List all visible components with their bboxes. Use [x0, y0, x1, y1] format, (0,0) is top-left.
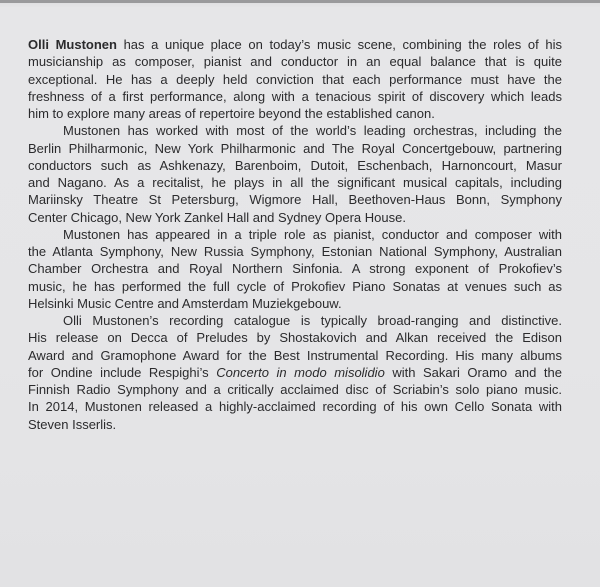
text-line: and Nagano. As a recitalist, he plays in all the significant musical capitals, including: [28, 175, 562, 190]
text-line: the Atlanta Symphony, New Russia Symphony, Estonian National Symphony, Australian: [28, 244, 562, 259]
text-line: Helsinki Music Centre and Amsterdam Muziekgebouw.: [28, 295, 342, 311]
text-line: Mariinsky Theatre St Petersburg, Wigmore Hall, Beethoven-Haus Bonn, Symphony: [28, 192, 562, 208]
text-line: His release on Decca of Preludes by Shostakovich and Alkan received the Edison: [28, 330, 562, 346]
text-line: musicianship as composer, pianist and conductor in an equal balance that is quite: [28, 54, 562, 70]
text-line: him to explore many areas of repertoire beyond the established canon.: [28, 106, 435, 121]
paragraph-1: [28, 36, 562, 122]
paragraph-4: [28, 312, 562, 433]
text-line: conductors such as Ashkenazy, Barenboim, Dutoit, Eschenbach, Harnoncourt, Masur: [28, 157, 562, 173]
text-line: Mustonen has worked with most of the world’s leading orchestras, including the: [63, 123, 562, 139]
text-line: for Ondine include Respighi’s Concerto in modo misolidio with Sakari Oramo and the: [28, 364, 562, 380]
text-line: exceptional. He has a deeply held conviction that each performance must have the: [28, 71, 562, 87]
work-title: Concerto in modo misolidio: [216, 364, 385, 380]
text-line: freshness of a first performance, along with a tenacious spirit of discovery which leads: [28, 88, 562, 104]
text-line: Center Chicago, New York Zankel Hall and Sydney Opera House.: [28, 209, 406, 225]
paragraph-3: [28, 226, 562, 312]
text-line: Berlin Philharmonic, New York Philharmonic and The Royal Concertgebouw, partnering: [28, 140, 562, 156]
text-line: music, he has performed the full cycle of Prokofiev Piano Sonatas at venues such as: [28, 278, 562, 294]
paragraph-2: [28, 122, 562, 226]
artist-name: Olli Mustonen: [28, 37, 117, 52]
text-line: Olli Mustonen’s recording catalogue is typically broad-ranging and distinctive.: [63, 313, 562, 328]
text-line: Olli Mustonen has a unique place on today’s music scene, combining the roles of his: [28, 37, 562, 52]
text-line: In 2014, Mustonen released a highly-acclaimed recording of his own Cello Sonata with: [28, 399, 562, 415]
text-line: Mustonen has appeared in a triple role as pianist, conductor and composer with: [63, 226, 562, 242]
text-line: Steven Isserlis.: [28, 416, 117, 432]
biography-text: [28, 36, 562, 433]
text-line: Chamber Orchestra and Royal Northern Sinfonia. A strong exponent of Prokofiev’s: [28, 261, 562, 277]
page-top-edge: [0, 0, 600, 3]
text-line: Award and Gramophone Award for the Best Instrumental Recording. His many albums: [28, 347, 562, 363]
text-line: Finnish Radio Symphony and a critically acclaimed disc of Scriabin’s solo piano music.: [28, 382, 562, 397]
